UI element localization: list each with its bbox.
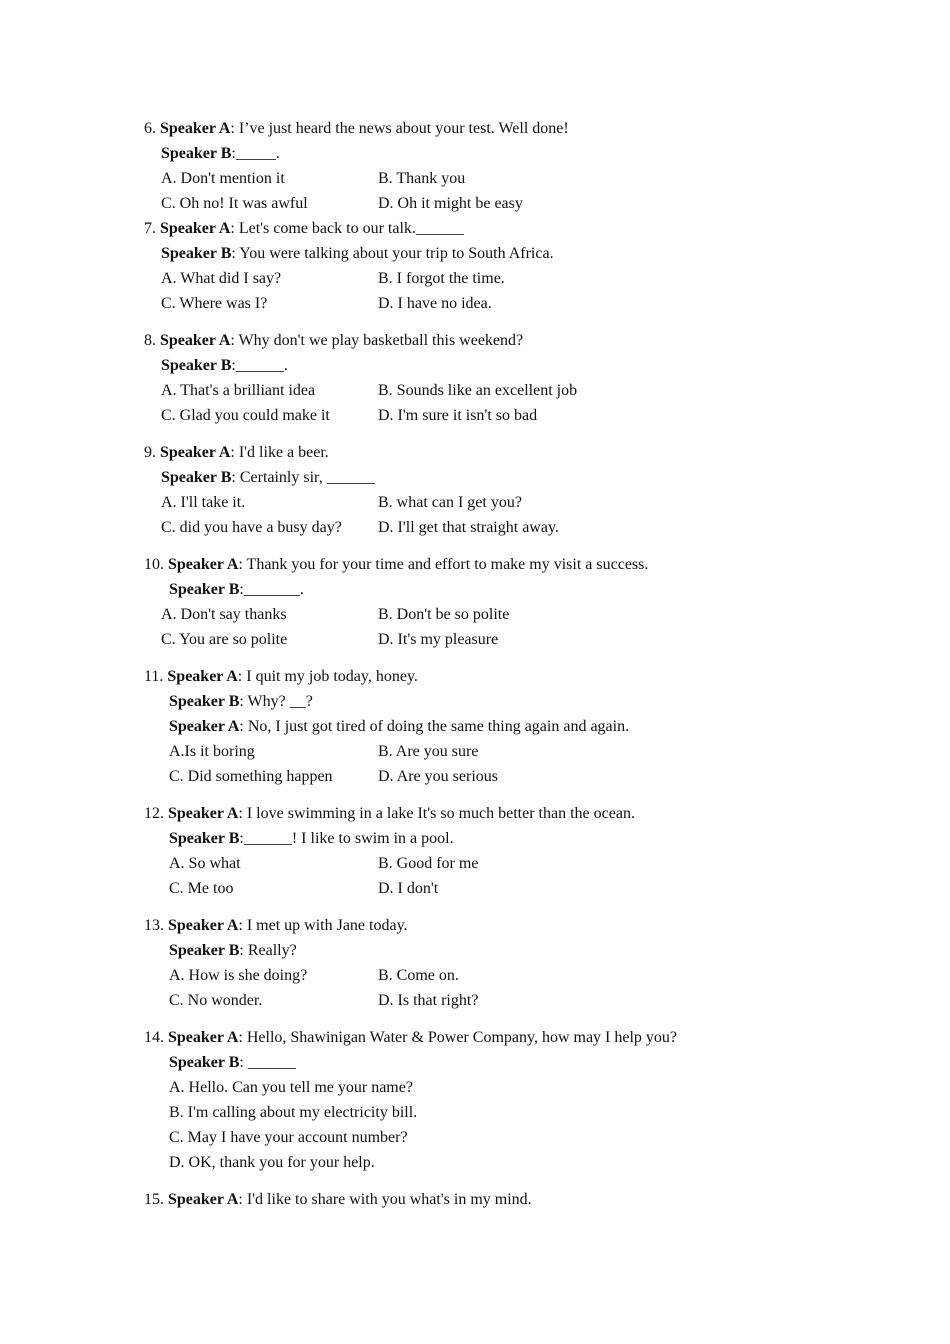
question-10-line-b: [169, 577, 304, 602]
option-c: C. May I have your account number?: [169, 1129, 408, 1146]
dialogue-text: : I'd like a beer.: [230, 444, 329, 461]
question-number: 9.: [144, 444, 156, 461]
question-13-line-b: [169, 938, 297, 963]
option-d: D. Are you serious: [378, 768, 498, 785]
question-12-line-b: [169, 826, 454, 851]
dialogue-text: : Thank you for your time and effort to make my visit a success.: [238, 556, 649, 573]
question-15-line-a: [144, 1187, 532, 1212]
option-a: A.Is it boring: [169, 743, 255, 760]
option-a: A. That's a brilliant idea: [161, 382, 316, 399]
speaker-label: Speaker B: [169, 942, 240, 959]
speaker-label: Speaker B: [169, 1054, 240, 1071]
option-b: B. I forgot the time.: [378, 270, 505, 287]
dialogue-text: : You were talking about your trip to South Africa.: [231, 245, 554, 262]
speaker-label: Speaker B: [169, 830, 240, 847]
dialogue-text: : I quit my job today, honey.: [237, 668, 418, 685]
speaker-label: Speaker B: [169, 693, 240, 710]
question-11-line-b: [169, 689, 313, 714]
dialogue-text: : Why don't we play basketball this weekend?: [230, 332, 524, 349]
question-10-line-a: [144, 552, 648, 577]
option-b: B. Come on.: [378, 967, 459, 984]
dialogue-text: : ______: [239, 1054, 296, 1071]
question-number: 8.: [144, 332, 156, 349]
option-b: B. Thank you: [378, 170, 466, 187]
option-d: D. I don't: [378, 880, 439, 897]
option-b: B. what can I get you?: [378, 494, 522, 511]
dialogue-text: :______! I like to swim in a pool.: [239, 830, 454, 847]
option-c: C. Oh no! It was awful: [161, 195, 308, 212]
speaker-label: Speaker B: [161, 145, 232, 162]
option-a: A. Don't mention it: [161, 170, 285, 187]
question-number: 15.: [144, 1191, 164, 1208]
option-d: D. I'll get that straight away.: [378, 519, 559, 536]
option-c: C. No wonder.: [169, 992, 263, 1009]
speaker-label: Speaker B: [161, 245, 232, 262]
dialogue-text: :_____.: [231, 145, 280, 162]
option-a: A. Hello. Can you tell me your name?: [169, 1079, 413, 1096]
option-c: C. You are so polite: [161, 631, 288, 648]
question-11-line-c: [169, 714, 629, 739]
dialogue-text: : I'd like to share with you what's in my mind.: [238, 1191, 532, 1208]
option-d: D. OK, thank you for your help.: [169, 1154, 375, 1171]
question-12-line-a: [144, 801, 635, 826]
speaker-label: Speaker A: [168, 1191, 239, 1208]
option-d: D. Is that right?: [378, 992, 479, 1009]
dialogue-text: : Really?: [239, 942, 297, 959]
dialogue-text: : Certainly sir, ______: [231, 469, 375, 486]
dialogue-text: : I’ve just heard the news about your test. Well done!: [230, 120, 569, 137]
option-d: D. Oh it might be easy: [378, 195, 523, 212]
option-a: A. Don't say thanks: [161, 606, 287, 623]
speaker-label: Speaker A: [169, 718, 240, 735]
speaker-label: Speaker B: [161, 469, 232, 486]
question-number: 12.: [144, 805, 164, 822]
dialogue-text: : Hello, Shawinigan Water & Power Company, how may I help you?: [238, 1029, 678, 1046]
dialogue-text: :_______.: [239, 581, 304, 598]
question-number: 6.: [144, 120, 156, 137]
dialogue-text: : No, I just got tired of doing the same thing again and again.: [239, 718, 630, 735]
question-number: 13.: [144, 917, 164, 934]
question-9-line-a: [144, 440, 329, 465]
option-b: B. Sounds like an excellent job: [378, 382, 578, 399]
option-b: B. Are you sure: [378, 743, 479, 760]
question-11-line-a: [144, 664, 418, 689]
question-number: 14.: [144, 1029, 164, 1046]
speaker-label: Speaker A: [168, 805, 239, 822]
option-b: B. Good for me: [378, 855, 479, 872]
question-number: 7.: [144, 220, 156, 237]
question-14-line-b: [169, 1050, 296, 1075]
question-number: 10.: [144, 556, 164, 573]
speaker-label: Speaker A: [168, 1029, 239, 1046]
question-7-line-b: [161, 241, 554, 266]
question-9-line-b: [161, 465, 375, 490]
question-6-line-b: [161, 141, 280, 166]
option-a: A. I'll take it.: [161, 494, 246, 511]
speaker-label: Speaker A: [167, 668, 238, 685]
option-d: D. I have no idea.: [378, 295, 492, 312]
speaker-label: Speaker B: [161, 357, 232, 374]
dialogue-text: : I love swimming in a lake It's so much better than the ocean.: [238, 805, 635, 822]
speaker-label: Speaker A: [168, 556, 239, 573]
option-c: C. Did something happen: [169, 768, 333, 785]
option-b: B. Don't be so polite: [378, 606, 510, 623]
dialogue-text: :______.: [231, 357, 288, 374]
question-8-line-b: [161, 353, 288, 378]
option-c: C. Where was I?: [161, 295, 268, 312]
question-14-line-a: [144, 1025, 677, 1050]
speaker-label: Speaker A: [160, 120, 231, 137]
question-7-line-a: [144, 216, 464, 241]
dialogue-text: : Let's come back to our talk.______: [230, 220, 464, 237]
option-d: D. I'm sure it isn't so bad: [378, 407, 538, 424]
option-c: C. did you have a busy day?: [161, 519, 342, 536]
dialogue-text: : I met up with Jane today.: [238, 917, 408, 934]
question-13-line-a: [144, 913, 408, 938]
speaker-label: Speaker B: [169, 581, 240, 598]
question-number: 11.: [144, 668, 164, 685]
speaker-label: Speaker A: [160, 220, 231, 237]
option-a: A. What did I say?: [161, 270, 282, 287]
option-c: C. Glad you could make it: [161, 407, 330, 424]
speaker-label: Speaker A: [160, 332, 231, 349]
speaker-label: Speaker A: [168, 917, 239, 934]
question-8-line-a: [144, 328, 523, 353]
option-d: D. It's my pleasure: [378, 631, 499, 648]
option-a: A. So what: [169, 855, 241, 872]
option-b: B. I'm calling about my electricity bill.: [169, 1104, 418, 1121]
speaker-label: Speaker A: [160, 444, 231, 461]
option-a: A. How is she doing?: [169, 967, 308, 984]
dialogue-text: : Why? __?: [239, 693, 313, 710]
question-6-line-a: [144, 116, 569, 141]
option-c: C. Me too: [169, 880, 234, 897]
